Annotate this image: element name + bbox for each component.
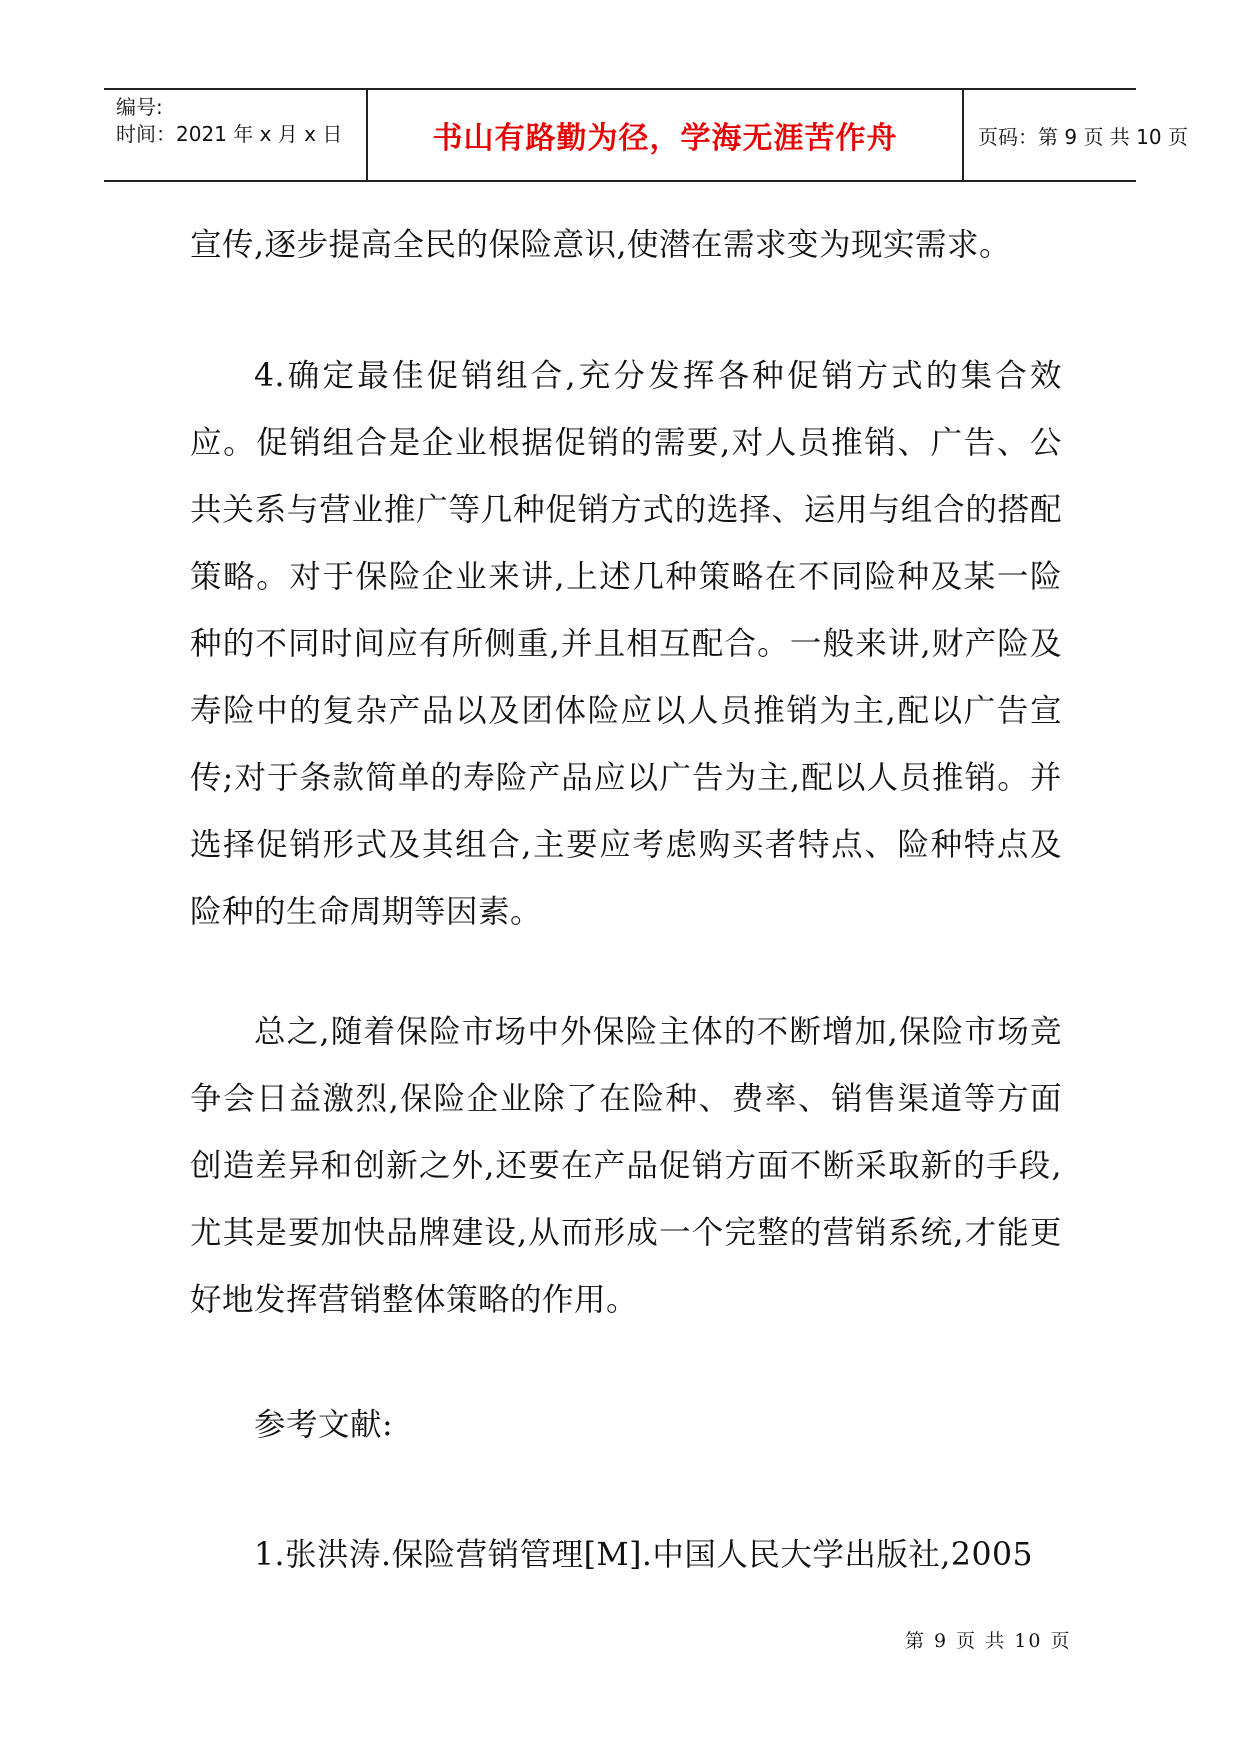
paragraph-text: 4.确定最佳促销组合,充分发挥各种促销方式的集合效应。促销组合是企业根据促销的需要,对人员推销、广告、公共关系与营业推广等几种促销方式的选择、运用与组合的搭配策略。对于保险企业来讲,上述几种策略在不同险种及某一险种的不同时间应有所侧重,并且相互配合。一般来讲,财产险及寿险中的复杂产品以及团体险应以人员推销为主,配以广告宣传;对于条款简单的寿险产品应以广告为主,配以人员推销。并选择促销形式及其组合,主要应考虑购买者特点、险种特点及险种的生命周期等因素。 [190, 358, 1062, 930]
page-footer: 第 9 页 共 10 页 [905, 1630, 1072, 1652]
paragraph-text: 宣传,逐步提高全民的保险意识,使潜在需求变为现实需求。 [190, 227, 1012, 263]
time-label: 时间：2021 年 x 月 x 日 [116, 122, 343, 146]
header-motto: 书山有路勤为径，学海无涯苦作舟 [368, 90, 964, 180]
page-header [104, 88, 1188, 182]
references-heading [190, 1392, 1062, 1459]
reference-item [190, 1522, 1062, 1589]
paragraph-text: 参考文献: [254, 1407, 394, 1443]
paragraph-text: 1.张洪涛.保险营销管理[M].中国人民大学出版社,2005 [254, 1537, 1034, 1573]
header-page-code: 页码：第 9 页 共 10 页 [978, 124, 1188, 149]
paragraph-promotion-mix [190, 343, 1062, 946]
serial-number-label: 编号: [116, 95, 163, 119]
paragraph-text: 总之,随着保险市场中外保险主体的不断增加,保险市场竞争会日益激烈,保险企业除了在险种、费率、销售渠道等方面创造差异和创新之外,还要在产品促销方面不断采取新的手段,尤其是要加快品牌建设,从而形成一个完整的营销系统,才能更好地发挥营销整体策略的作用。 [190, 1014, 1062, 1318]
paragraph-conclusion [190, 999, 1062, 1334]
header-meta [104, 90, 368, 180]
paragraph-continuation [190, 212, 1062, 279]
